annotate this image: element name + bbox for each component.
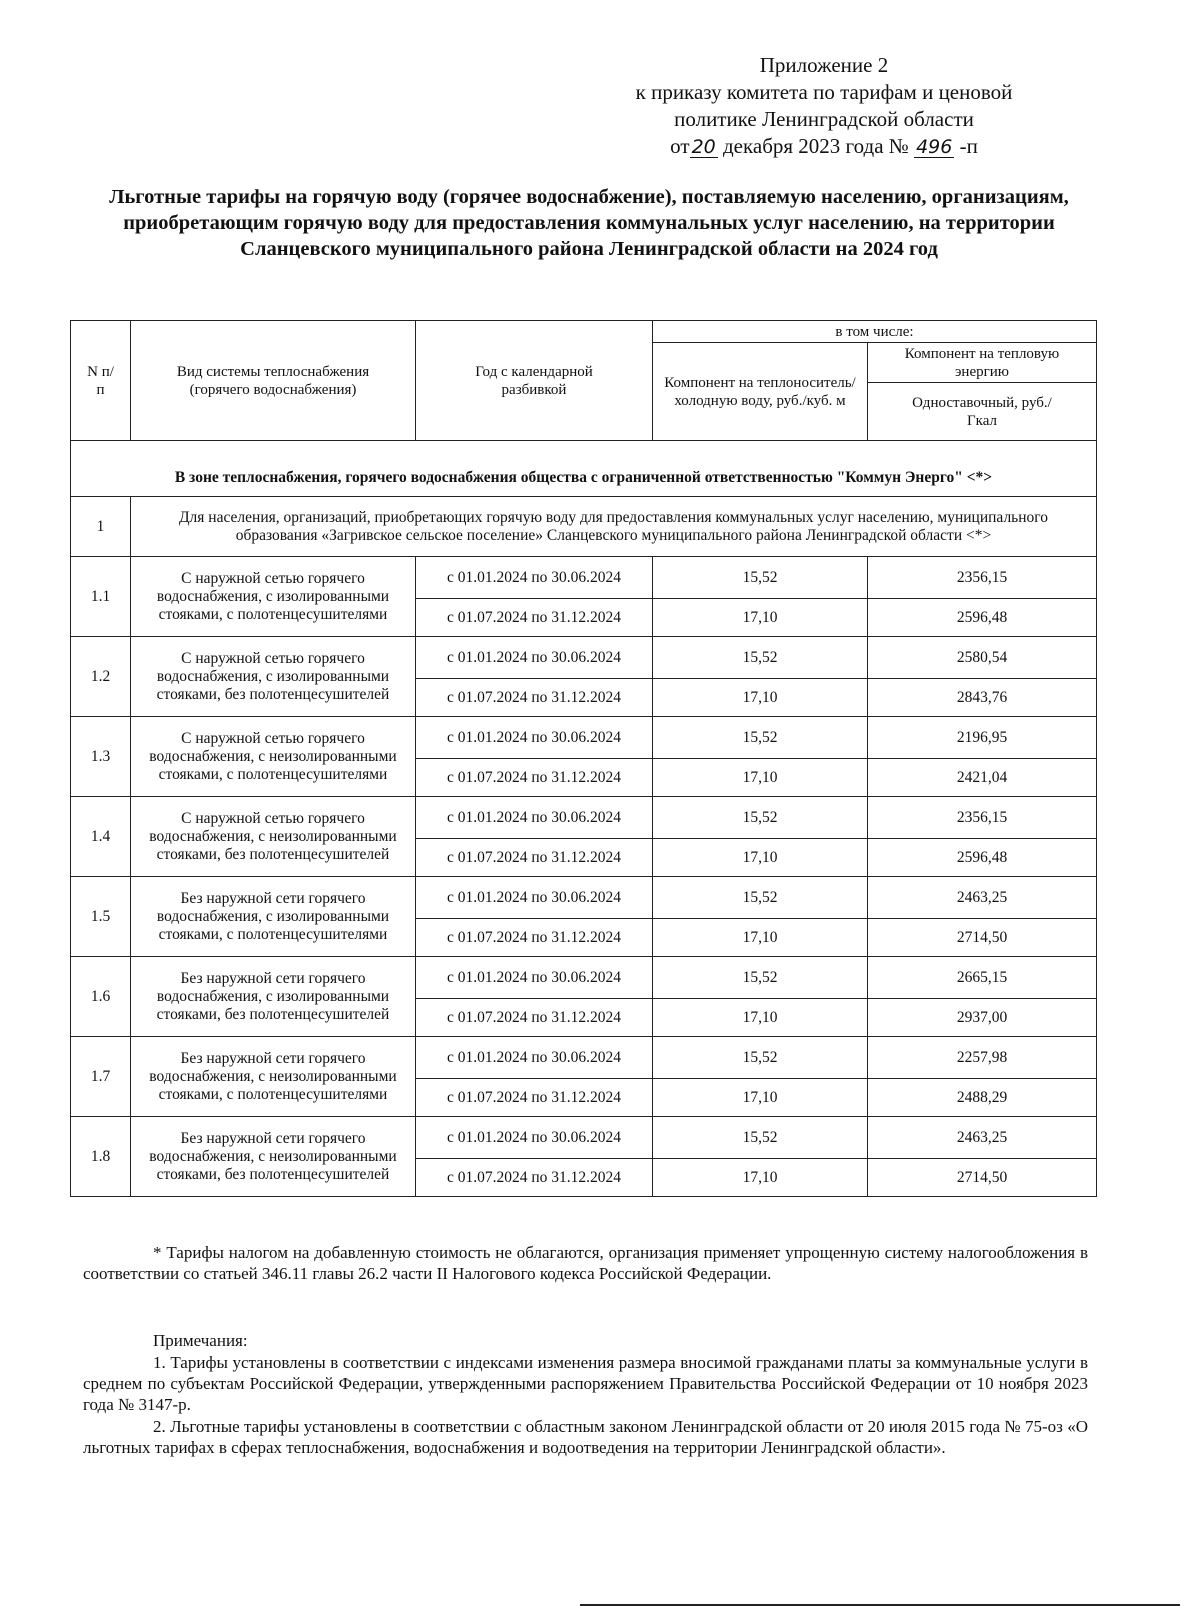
row-num: 1.8: [71, 1117, 131, 1197]
period-first-half: с 01.01.2024 по 30.06.2024: [416, 797, 653, 839]
heat-value-second: 2714,50: [868, 919, 1097, 957]
row-num: 1.5: [71, 877, 131, 957]
period-second-half: с 01.07.2024 по 31.12.2024: [416, 1079, 653, 1117]
order-date-line: [560, 133, 1088, 160]
system-type: С наружной сетью горячего водоснабжения, с неизолированными стояками, с полотенцесушителями: [131, 717, 416, 797]
heat-value-second: 2937,00: [868, 999, 1097, 1037]
date-middle: декабря 2023 года №: [723, 134, 909, 158]
tariff-row: [71, 637, 1097, 679]
heat-value-second: 2843,76: [868, 679, 1097, 717]
period-second-half: с 01.07.2024 по 31.12.2024: [416, 1159, 653, 1197]
heat-value-second: 2488,29: [868, 1079, 1097, 1117]
coolant-value-second: 17,10: [653, 999, 868, 1037]
row-num: 1.2: [71, 637, 131, 717]
tariff-row: [71, 1037, 1097, 1079]
heat-value-first: 2580,54: [868, 637, 1097, 679]
coolant-value-first: 15,52: [653, 557, 868, 599]
order-suffix: -п: [959, 134, 978, 158]
row-num: 1.6: [71, 957, 131, 1037]
group-row: [71, 497, 1097, 557]
row-num: 1.7: [71, 1037, 131, 1117]
period-second-half: с 01.07.2024 по 31.12.2024: [416, 919, 653, 957]
heat-value-first: 2356,15: [868, 797, 1097, 839]
period-second-half: с 01.07.2024 по 31.12.2024: [416, 999, 653, 1037]
heat-value-first: 2463,25: [868, 877, 1097, 919]
coolant-value-second: 17,10: [653, 1079, 868, 1117]
tariff-row: [71, 1117, 1097, 1159]
page-bottom-rule: [580, 1604, 1180, 1606]
header-num: N п/п: [71, 321, 131, 441]
tariff-row: [71, 797, 1097, 839]
order-reference: к приказу комитета по тарифам и ценовой: [635, 80, 1013, 104]
tariff-row: [71, 717, 1097, 759]
header-year: Год с календарной разбивкой: [416, 321, 653, 441]
row-num: 1.3: [71, 717, 131, 797]
coolant-value-second: 17,10: [653, 759, 868, 797]
appendix-number: Приложение 2: [759, 53, 889, 77]
coolant-value-first: 15,52: [653, 877, 868, 919]
period-second-half: с 01.07.2024 по 31.12.2024: [416, 679, 653, 717]
coolant-value-second: 17,10: [653, 679, 868, 717]
period-second-half: с 01.07.2024 по 31.12.2024: [416, 839, 653, 877]
handwritten-order-number: 496: [916, 136, 953, 158]
coolant-value-second: 17,10: [653, 839, 868, 877]
tariff-row: [71, 957, 1097, 999]
header-including: в том числе:: [653, 321, 1097, 343]
period-first-half: с 01.01.2024 по 30.06.2024: [416, 1037, 653, 1079]
header-row-1: [71, 321, 1097, 343]
header-system: Вид системы теплоснабжения (горячего водоснабжения): [131, 321, 416, 441]
heat-value-second: 2714,50: [868, 1159, 1097, 1197]
system-type: Без наружной сети горячего водоснабжения, с неизолированными стояками, без полотенцесушителей: [131, 1117, 416, 1197]
tariff-row: [71, 557, 1097, 599]
header-coolant: Компонент на теплоноситель/холодную воду, руб./куб. м: [653, 343, 868, 441]
heat-value-first: 2463,25: [868, 1117, 1097, 1159]
system-type: Без наружной сети горячего водоснабжения, с изолированными стояками, с полотенцесушителями: [131, 877, 416, 957]
system-type: С наружной сетью горячего водоснабжения, с изолированными стояками, без полотенцесушителей: [131, 637, 416, 717]
coolant-value-second: 17,10: [653, 1159, 868, 1197]
header-heat-single: Одноставочный, руб./Гкал: [868, 383, 1097, 441]
period-first-half: с 01.01.2024 по 30.06.2024: [416, 957, 653, 999]
heat-value-first: 2257,98: [868, 1037, 1097, 1079]
heat-value-second: 2421,04: [868, 759, 1097, 797]
vat-footnote: * Тарифы налогом на добавленную стоимость не облагаются, организация применяет упрощенную систему налогообложения в соответствии со статьей 346.11 главы 26.2 части II Налогового кодекса Российской Федерации.: [83, 1243, 1088, 1283]
coolant-value-first: 15,52: [653, 957, 868, 999]
committee-name: политике Ленинградской области: [674, 107, 974, 131]
system-type: Без наружной сети горячего водоснабжения, с неизолированными стояками, с полотенцесушителями: [131, 1037, 416, 1117]
system-type: С наружной сетью горячего водоснабжения, с изолированными стояками, с полотенцесушителями: [131, 557, 416, 637]
heat-value-second: 2596,48: [868, 599, 1097, 637]
period-second-half: с 01.07.2024 по 31.12.2024: [416, 599, 653, 637]
period-first-half: с 01.01.2024 по 30.06.2024: [416, 637, 653, 679]
heat-value-first: 2665,15: [868, 957, 1097, 999]
notes-title: Примечания:: [153, 1331, 248, 1350]
note-1: 1. Тарифы установлены в соответствии с индексами изменения размера вносимой гражданами платы за коммунальные услуги в среднем по субъектам Российской Федерации, утвержденными распоряжением Правительства Российской Федерации от 10 ноября 2023 года № 3147-р.: [83, 1353, 1088, 1414]
header-heat: Компонент на тепловую энергию: [868, 343, 1097, 383]
zone-row: [71, 441, 1097, 497]
coolant-value-first: 15,52: [653, 637, 868, 679]
coolant-value-first: 15,52: [653, 1037, 868, 1079]
heat-value-second: 2596,48: [868, 839, 1097, 877]
period-first-half: с 01.01.2024 по 30.06.2024: [416, 717, 653, 759]
group-text: Для населения, организаций, приобретающих горячую воду для предоставления коммунальных услуг населению, муниципального образования «Загривское сельское поселение» Сланцевского муниципального района Ленинградской области <*>: [131, 497, 1097, 557]
tariff-row: [71, 877, 1097, 919]
appendix-header: [560, 52, 1088, 160]
coolant-value-second: 17,10: [653, 599, 868, 637]
system-type: Без наружной сети горячего водоснабжения, с изолированными стояками, без полотенцесушителей: [131, 957, 416, 1037]
period-second-half: с 01.07.2024 по 31.12.2024: [416, 759, 653, 797]
tariff-table: [70, 320, 1097, 1197]
coolant-value-first: 15,52: [653, 717, 868, 759]
handwritten-day: 20: [691, 136, 716, 158]
date-prefix: от: [670, 134, 690, 158]
coolant-value-second: 17,10: [653, 919, 868, 957]
row-num: 1.4: [71, 797, 131, 877]
period-first-half: с 01.01.2024 по 30.06.2024: [416, 1117, 653, 1159]
coolant-value-first: 15,52: [653, 1117, 868, 1159]
heat-value-first: 2356,15: [868, 557, 1097, 599]
note-2: 2. Льготные тарифы установлены в соответствии с областным законом Ленинградской области от 20 июля 2015 года № 75-оз «О льготных тарифах в сферах теплоснабжения, водоснабжения и водоотведения на территории Ленинградской области».: [83, 1417, 1088, 1457]
group-num: 1: [71, 497, 131, 557]
row-num: 1.1: [71, 557, 131, 637]
heat-value-first: 2196,95: [868, 717, 1097, 759]
system-type: С наружной сетью горячего водоснабжения, с неизолированными стояками, без полотенцесушителей: [131, 797, 416, 877]
period-first-half: с 01.01.2024 по 30.06.2024: [416, 557, 653, 599]
coolant-value-first: 15,52: [653, 797, 868, 839]
document-title: Льготные тарифы на горячую воду (горячее водоснабжение), поставляемую населению, организациям, приобретающим горячую воду для предоставления коммунальных услуг населению, на территории Сланцевского муниципального района Ленинградской области на 2024 год: [109, 186, 1069, 260]
zone-label: В зоне теплоснабжения, горячего водоснабжения общества с ограниченной ответственностью "Коммун Энерго" <*>: [71, 441, 1097, 497]
period-first-half: с 01.01.2024 по 30.06.2024: [416, 877, 653, 919]
